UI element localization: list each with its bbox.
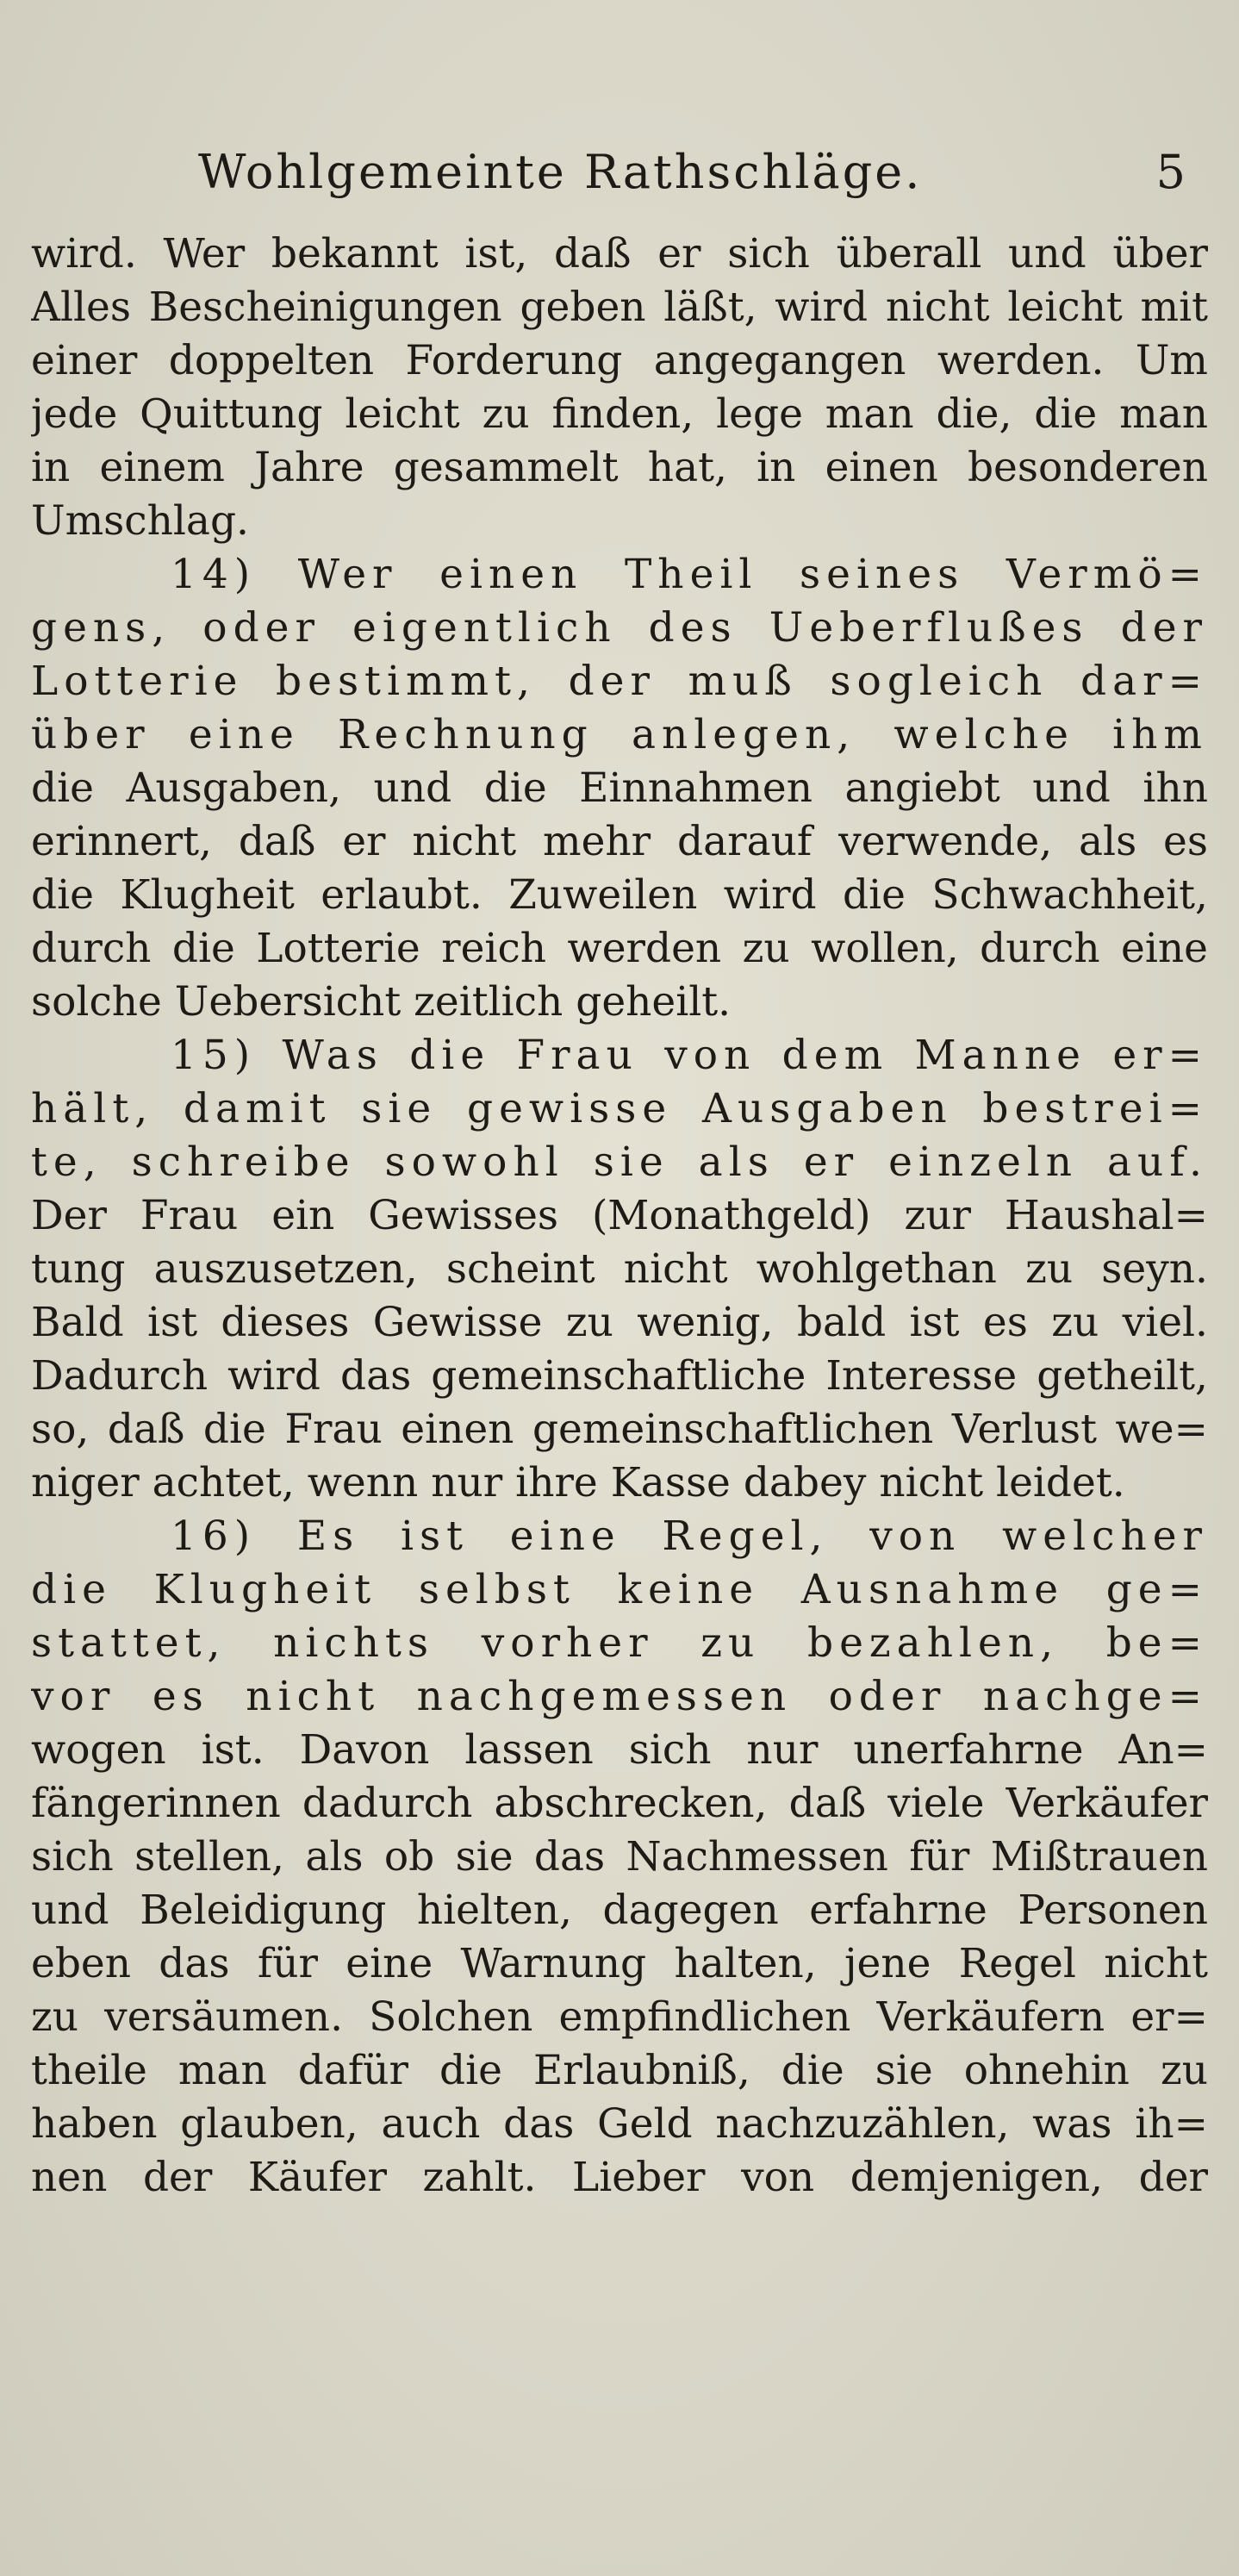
- text-line: durch die Lotterie reich werden zu wollen, durch eine: [31, 925, 1208, 972]
- text-line: gens, oder eigentlich des Ueberflußes der: [31, 604, 1208, 652]
- text-line: tung auszusetzen, scheint nicht wohlgethan zu seyn.: [31, 1245, 1208, 1293]
- text-line: fängerinnen dadurch abschrecken, daß viele Verkäufer: [31, 1780, 1208, 1827]
- text-line: sich stellen, als ob sie das Nachmessen für Mißtrauen: [31, 1833, 1208, 1881]
- text-line: in einem Jahre gesammelt hat, in einen besonderen: [31, 444, 1208, 491]
- text-line: haben glauben, auch das Geld nachzuzählen, was ih=: [31, 2100, 1208, 2148]
- text-line: Alles Bescheinigungen geben läßt, wird nicht leicht mit: [31, 284, 1208, 331]
- text-line: wird. Wer bekannt ist, daß er sich überall und über: [31, 230, 1208, 278]
- text-line: wogen ist. Davon lassen sich nur unerfahrne An=: [31, 1726, 1208, 1774]
- body-text: [31, 228, 1208, 2205]
- section-heading-line: 14) Wer einen Theil seines Vermö=: [171, 551, 1208, 598]
- text-line: die Klugheit selbst keine Ausnahme ge=: [31, 1566, 1208, 1613]
- text-line: und Beleidigung hielten, dagegen erfahrne Personen: [31, 1887, 1208, 1934]
- text-line: vor es nicht nachgemessen oder nachge=: [31, 1673, 1208, 1720]
- page-header: [0, 138, 1239, 207]
- text-line: Dadurch wird das gemeinschaftliche Interesse getheilt,: [31, 1352, 1208, 1400]
- text-line: jede Quittung leicht zu finden, lege man die, die man: [31, 390, 1208, 438]
- text-line: hält, damit sie gewisse Ausgaben bestrei=: [31, 1085, 1208, 1132]
- text-line: zu versäumen. Solchen empfindlichen Verkäufern er=: [31, 1993, 1208, 2041]
- text-line: so, daß die Frau einen gemeinschaftlichen Verlust we=: [31, 1406, 1208, 1453]
- text-line: solche Uebersicht zeitlich geheilt.: [31, 978, 732, 1026]
- text-line: Der Frau ein Gewisses (Monathgeld) zur Haushal=: [31, 1192, 1208, 1239]
- text-line: über eine Rechnung anlegen, welche ihm: [31, 711, 1208, 758]
- text-line: stattet, nichts vorher zu bezahlen, be=: [31, 1619, 1208, 1667]
- text-line: die Ausgaben, und die Einnahmen angiebt und ihn: [31, 764, 1208, 812]
- text-line: die Klugheit erlaubt. Zuweilen wird die Schwachheit,: [31, 871, 1208, 919]
- text-line: erinnert, daß er nicht mehr darauf verwende, als es: [31, 818, 1208, 865]
- page-number: 5: [1155, 145, 1186, 199]
- text-line: einer doppelten Forderung angegangen werden. Um: [31, 337, 1208, 384]
- text-line: theile man dafür die Erlaubniß, die sie ohnehin zu: [31, 2047, 1208, 2094]
- running-head: Wohlgemeinte Rathschläge.: [198, 145, 923, 199]
- text-line: nen der Käufer zahlt. Lieber von demjenigen, der: [31, 2154, 1208, 2201]
- text-line: Bald ist dieses Gewisse zu wenig, bald ist es zu viel.: [31, 1299, 1208, 1346]
- text-line: Umschlag.: [31, 497, 249, 545]
- section-heading-line: 15) Was die Frau von dem Manne er=: [171, 1032, 1208, 1079]
- text-line: te, schreibe sowohl sie als er einzeln auf.: [31, 1138, 1208, 1186]
- text-line: niger achtet, wenn nur ihre Kasse dabey nicht leidet.: [31, 1459, 1125, 1506]
- section-heading-line: 16) Es ist eine Regel, von welcher: [171, 1513, 1208, 1560]
- text-line: Lotterie bestimmt, der muß sogleich dar=: [31, 658, 1208, 705]
- text-line: eben das für eine Warnung halten, jene Regel nicht: [31, 1940, 1208, 1987]
